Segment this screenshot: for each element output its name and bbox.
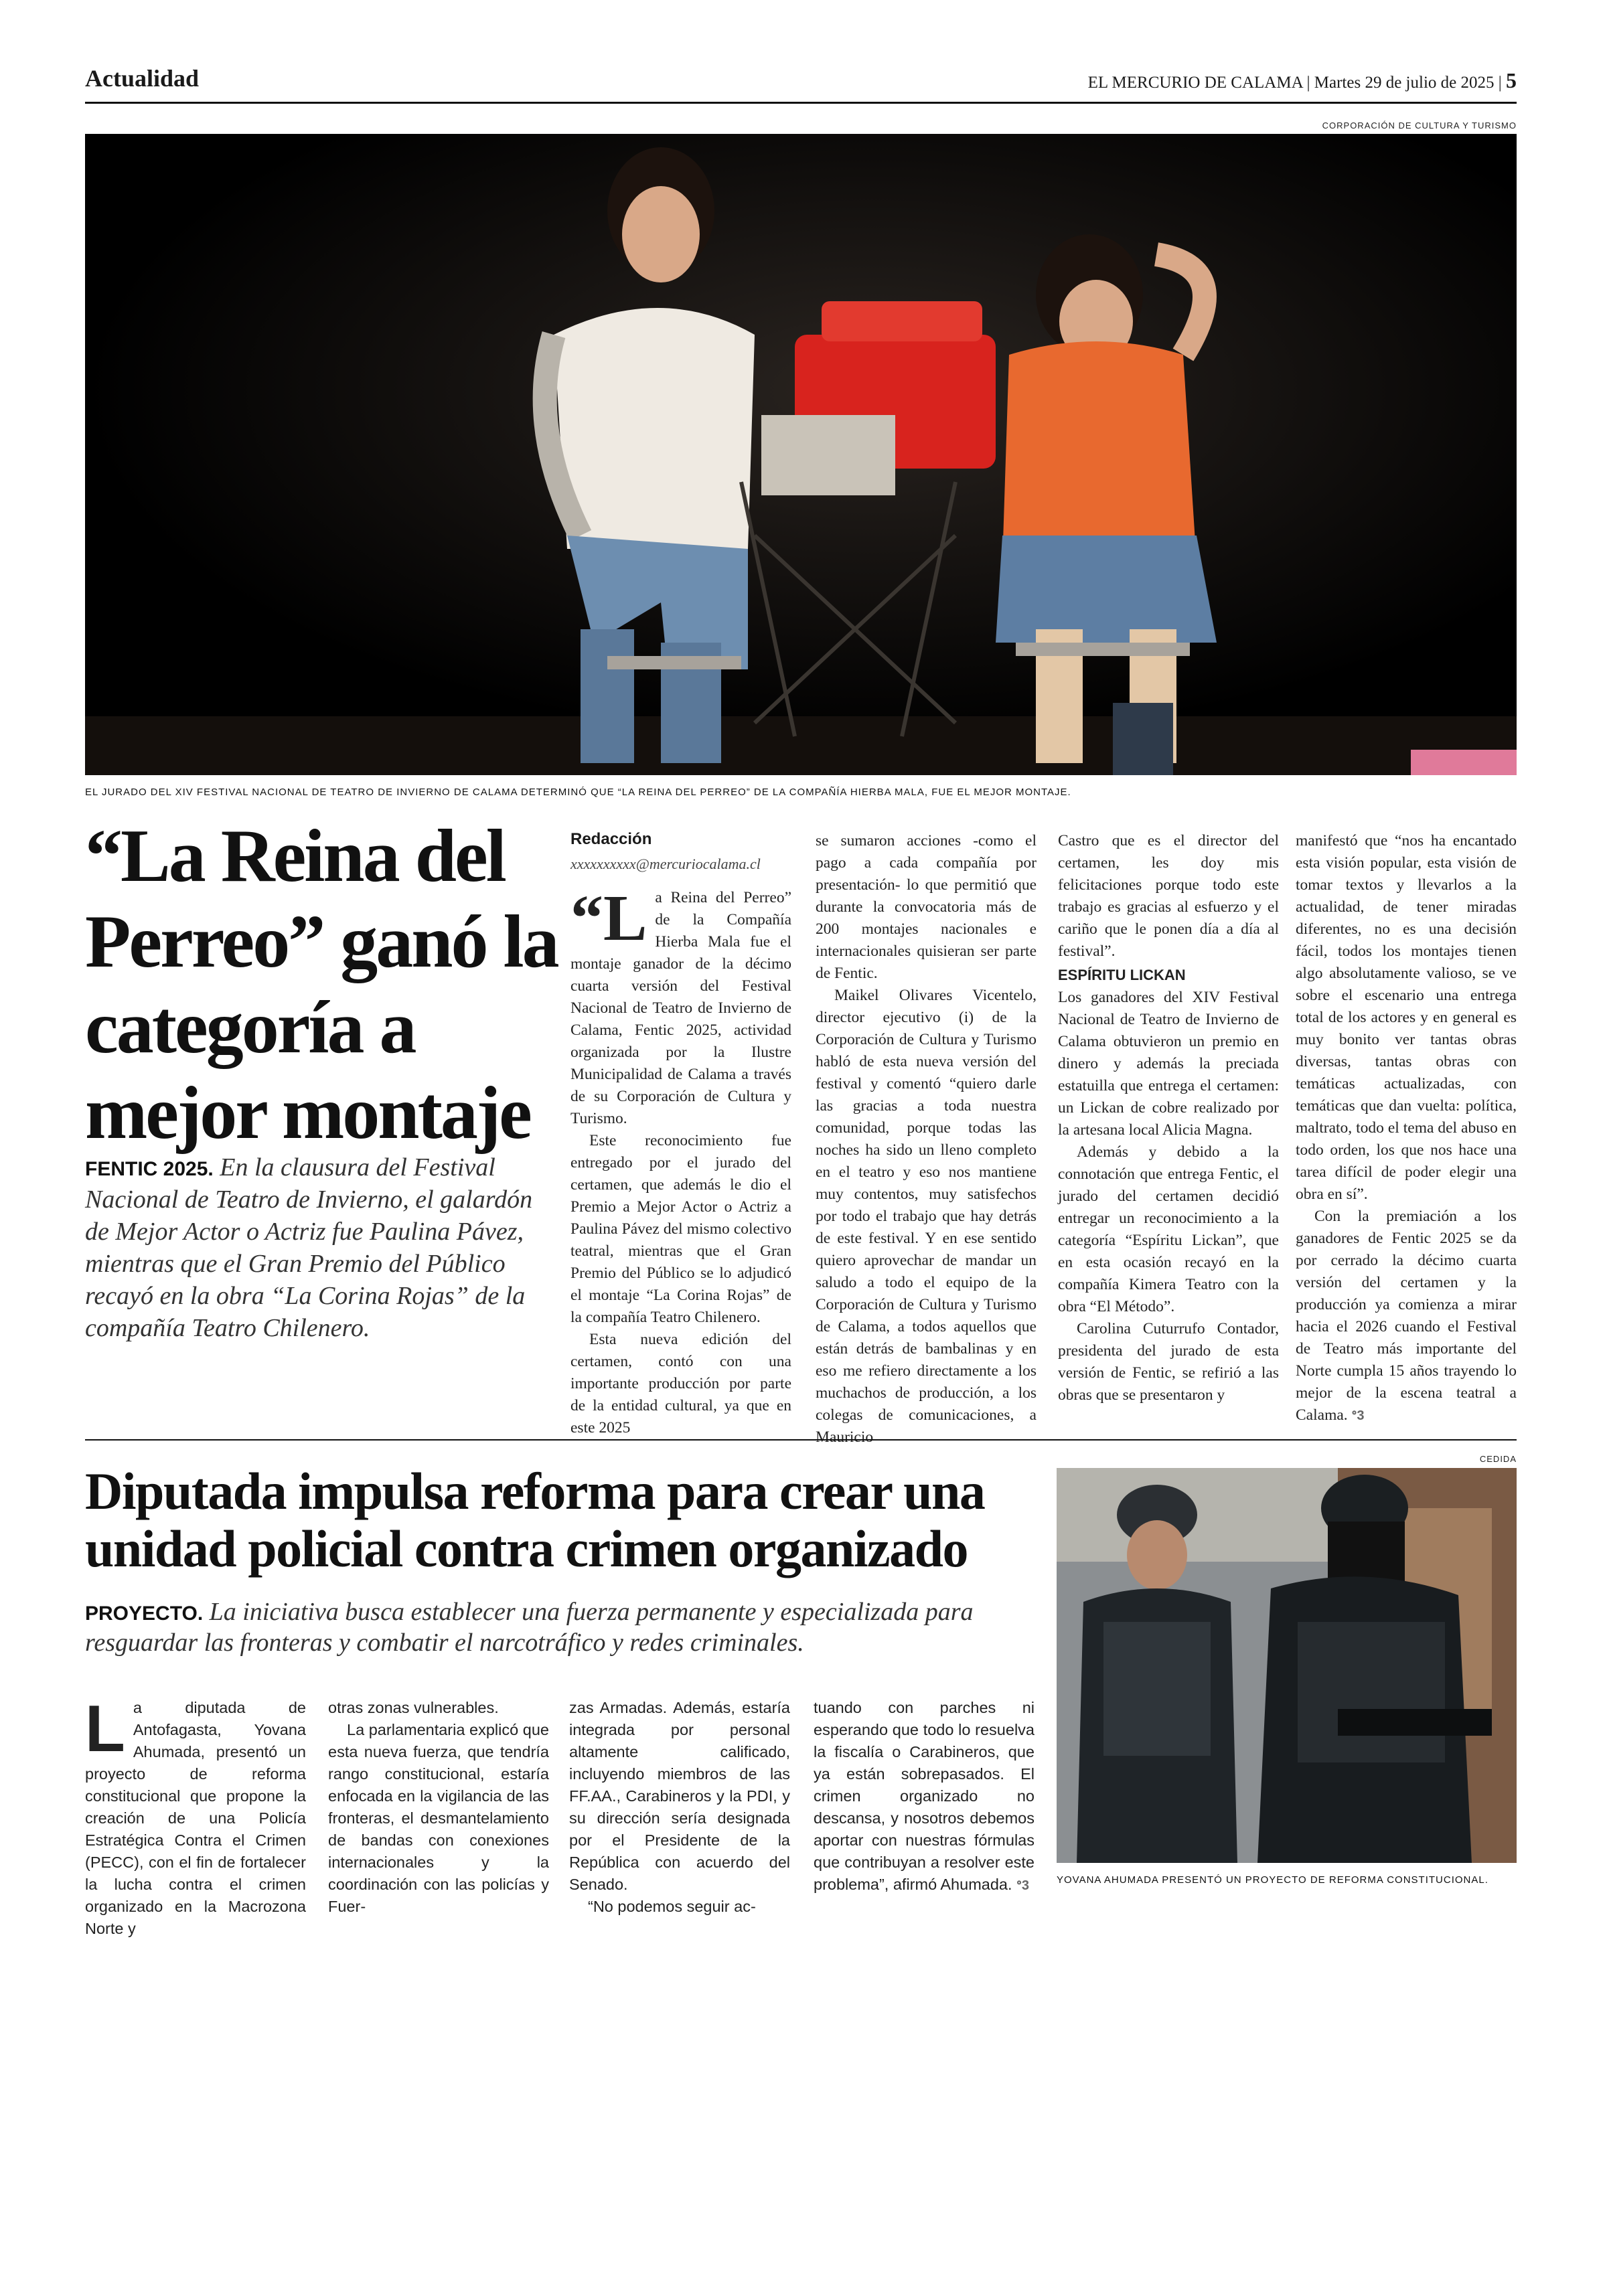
- masthead-separator: |: [1306, 74, 1314, 92]
- masthead: [1088, 68, 1517, 93]
- subhead: ESPÍRITU LICKAN: [1058, 967, 1186, 983]
- story1-column-2: [816, 830, 1037, 1449]
- masthead-separator: |: [1498, 74, 1506, 92]
- body-paragraph: Maikel Olivares Vicentelo, director ejecutivo (i) de la Corporación de Cultura y Turismo habló de esta nueva versión del festival y comentó “quiero darle las gracias a toda nuestra comunidad, porque todas las noches ha sido un lleno completo en el teatro y eso nos mantiene muy contentos, muy satisfechos por todo el trabajo que hay detrás de este festival. Y en ese sentido quiero aprovechar de mandar un saludo a todo el equipo de la Corporación de Cultura y Turismo de Calama, a todos aquellos que están detrás de bambalinas y en eso me refiero directamente a los muchachos de producción, a los colegas de comunicaciones, a Mauricio: [816, 987, 1037, 1446]
- body-paragraph: se sumaron acciones -como el pago a cada compañía por presentación- lo que permitió que durante la convocatoria más de 200 montajes nacionales e internacionales quisieran ser parte de Fentic.: [816, 832, 1037, 982]
- deck-kicker: FENTIC 2025.: [85, 1158, 214, 1180]
- story1-column-1: [570, 882, 791, 1439]
- byline: Redacción: [570, 830, 652, 848]
- body-paragraph: Los ganadores del XIV Festival Nacional de Teatro de Invierno de Calama obtuvieron un premio en dinero y además la preciada estatuilla que entrega el certamen: un Lickan de cobre realizado por la artesana local Alicia Magna.: [1058, 989, 1279, 1139]
- body-paragraph: otras zonas vulnerables.: [328, 1699, 499, 1716]
- drop-cap-quote: “: [570, 882, 603, 955]
- body-paragraph: Esta nueva edición del certamen, contó con una importante producción por parte de la entidad cultural, ya que en este 2025: [570, 1331, 791, 1437]
- story2-headline: Diputada impulsa reforma para crear una unidad policial contra crimen organizado: [85, 1462, 985, 1578]
- end-mark: ᐤ3: [1351, 1408, 1365, 1423]
- story1-column-3: [1058, 830, 1279, 1406]
- body-paragraph: Castro que es el director del certamen, les doy mis felicitaciones porque todo este trabajo es gracias al esfuerzo y el cariño que le ponen día a día al festival”.: [1058, 832, 1279, 960]
- paragraph-text: tuando con parches ni esperando que todo lo resuelva la fiscalía o Carabineros, que ya están sobrepasados. El crimen organizado no descansa, y nosotros debemos aportar con nuestras fórmulas que contribuyan a resolver este problema”, afirmó Ahumada.: [814, 1699, 1035, 1893]
- body-paragraph: [85, 1692, 306, 1940]
- paragraph-text: Con la premiación a los ganadores de Fentic 2025 se da por cerrado la décimo cuarta versión del certamen y la producción ya comienza a mirar hacia el 2026 cuando el Festival de Teatro más importante del Norte cumpla 15 años trayendo lo mejor de la escena teatral a Calama.: [1296, 1208, 1517, 1424]
- section-title: Actualidad: [85, 65, 200, 92]
- story1-deck: [85, 1151, 547, 1344]
- paragraph-text: a diputada de Antofagasta, Yovana Ahumada, presentó un proyecto de reforma constitucional que propone la creación de una Policía Estratégica Contra el Crimen (PECC), con el fin de fortalecer la lucha contra el crimen organizado en la Macrozona Norte y: [85, 1699, 306, 1937]
- story2-column-4: [814, 1697, 1035, 1896]
- body-paragraph: [814, 1697, 1035, 1896]
- body-paragraph: [1296, 1206, 1517, 1426]
- story2-column-1: [85, 1692, 306, 1940]
- story2-column-3: [569, 1697, 790, 1918]
- police-photo: [1057, 1468, 1517, 1863]
- body-paragraph: manifestó que “nos ha encantado esta visión popular, esta visión de tomar textos y llevarlos a la actualidad, de tener miradas diferentes, no es una decisión fácil, todos los montajes tienen algo absolutamente valioso, se ve sobre el escenario una entrega total de los actores y en general es muy bonito ver tantas obras diversas, tantas obras con temáticas actualizadas, con temáticas que dan vuelta: política, maltrato, todo el tema del abuso en todo orden, los que nos hace una tarea difícil de poder elegir una obra en sí”.: [1296, 832, 1517, 1203]
- photo-credit: CEDIDA: [1479, 1454, 1517, 1464]
- story1-column-4: [1296, 830, 1517, 1426]
- header-rule: [85, 102, 1517, 104]
- story2-deck: [85, 1596, 1049, 1658]
- photo-caption: YOVANA AHUMADA PRESENTÓ UN PROYECTO DE REFORMA CONSTITUCIONAL.: [1057, 1874, 1488, 1886]
- byline-email: xxxxxxxxxx@mercuriocalama.cl: [570, 855, 761, 872]
- body-paragraph: [570, 882, 791, 1130]
- story1-headline: “La Reina del Perreo” ganó la categoría a mejor montaje: [85, 815, 558, 1155]
- body-paragraph: Carolina Cuturrufo Contador, presidenta del jurado de esta versión de Fentic, se refirió a las obras que se presentaron y: [1058, 1320, 1279, 1404]
- deck-text: La iniciativa busca establecer una fuerza permanente y especializada para resguardar las fronteras y combatir el narcotráfico y redes criminales.: [85, 1598, 974, 1657]
- drop-cap: L: [85, 1692, 125, 1765]
- body-paragraph: Además y debido a la connotación que entrega Fentic, el jurado del certamen decidió entregar un reconocimiento a la categoría “Espíritu Lickan”, que en esta ocasión recayó en la compañía Kimera Teatro con la obra “El Método”.: [1058, 1143, 1279, 1315]
- photo-credit: CORPORACIÓN DE CULTURA Y TURISMO: [1322, 120, 1517, 131]
- photo-caption: EL JURADO DEL XIV FESTIVAL NACIONAL DE TEATRO DE INVIERNO DE CALAMA DETERMINÓ QUE “LA REINA DEL PERREO” DE LA COMPAÑÍA HIERBA MALA, FUE EL MEJOR MONTAJE.: [85, 787, 1071, 798]
- drop-cap-letter: L: [603, 882, 647, 955]
- stage-photo: [85, 134, 1517, 775]
- body-paragraph: Este reconocimiento fue entregado por el jurado del certamen, que además le dio el Premio a Mejor Actor o Actriz a Paulina Pávez del mismo colectivo teatral, mientras que el Gran Premio del Público se lo adjudicó el montaje “La Corina Rojas” de la compañía Teatro Chilenero.: [570, 1132, 791, 1326]
- paper-name: EL MERCURIO DE CALAMA: [1087, 74, 1303, 92]
- story-divider: [85, 1439, 1517, 1441]
- body-paragraph: zas Armadas. Además, estaría integrada por personal altamente calificado, incluyendo miembros de las FF.AA., Carabineros y la PDI, y su dirección sería designada por el Presidente de la República con acuerdo del Senado.: [569, 1699, 790, 1893]
- body-paragraph: La parlamentaria explicó que esta nueva fuerza, que tendría rango constitucional, estaría enfocada en la vigilancia de las fronteras, el desmantelamiento de bandas con conexiones internacionales y la coordinación con las policías y Fuer-: [328, 1721, 549, 1915]
- issue-date: Martes 29 de julio de 2025: [1314, 74, 1495, 92]
- page-number: 5: [1506, 68, 1517, 92]
- story2-column-2: [328, 1697, 549, 1918]
- end-mark: ᐤ3: [1016, 1878, 1029, 1893]
- deck-kicker: PROYECTO.: [85, 1603, 204, 1625]
- drop-cap: [570, 882, 647, 955]
- body-paragraph: “No podemos seguir ac-: [588, 1898, 756, 1915]
- paragraph-text: a Reina del Perreo” de la Compañía Hierba Mala fue el montaje ganador de la décimo cuarta versión del Festival Nacional de Teatro de Invierno de Calama, Fentic 2025, actividad organizada por la Ilustre Municipalidad de Calama a través de su Corporación de Cultura y Turismo.: [570, 889, 791, 1127]
- deck-text: En la clausura del Festival Nacional de Teatro de Invierno, el galardón de Mejor Actor o Actriz fue Paulina Pávez, mientras que el Gran Premio del Público recayó en la obra “La Corina Rojas” de la compañía Teatro Chilenero.: [85, 1153, 533, 1342]
